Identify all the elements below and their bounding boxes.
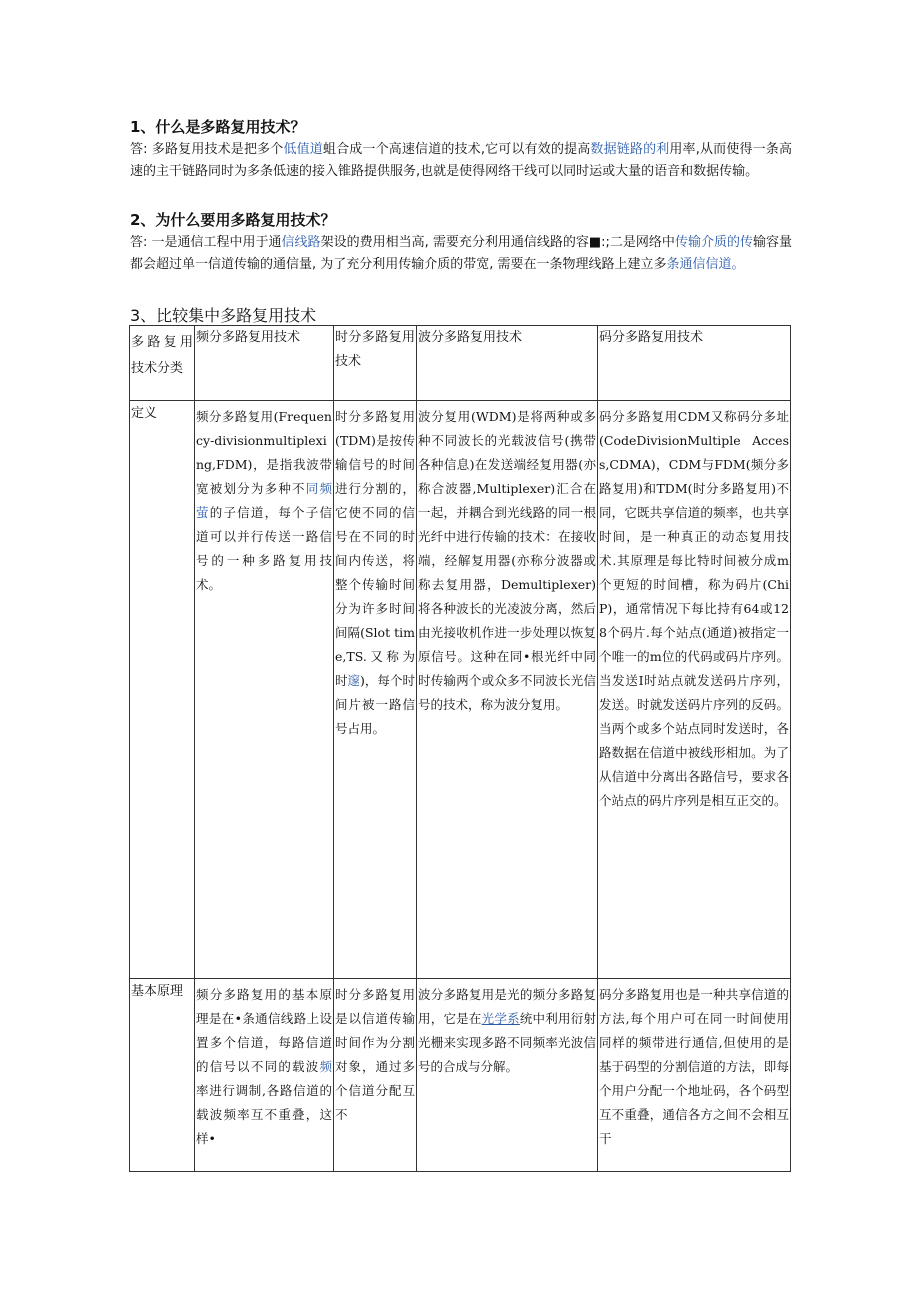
link-communication-line[interactable]: 信线路: [281, 235, 321, 250]
link-low-speed-channel[interactable]: 低值道: [283, 142, 323, 157]
answer-2: 答: 一是通信工程中用于通信线路架设的费用相当高, 需要充分利用通信线路的容■:;二是网络中传输介质的传输容量都会超过单一信道传输的通信量, 为了充分利用传输介质的带宽, 需要在一条物理线路上建立多条通信信道。: [130, 235, 792, 272]
header-fdm: 频分多路复用技术: [195, 326, 334, 401]
cell-definition-wdm: 波分复用(WDM)是将两种或多种不同波长的光载波信号(携带各种信息)在发送端经复用器(亦称合波器,Multiplexer)汇合在一起，并耦合到光线路的同一根光纤中进行传输的技术：在接收端，经解复用器(亦称分波器或称去复用器，Demultiplexer)将各种波长的光凌波分离，然后由光接收机作进一步处理以恢复原信号。这种在同•根光纤中同时传输两个或众多不同波长光信号的技术，称为波分复用。: [417, 401, 598, 979]
answer-1: 答: 多路复用技术是把多个低值道蛆合成一个高速信道的技术,它可以有效的提高数据链路的利用率,从而使得一条高速的主干链路同时为多条低速的接入锥路提供服务,也就是使得网络干线可以同时运或大量的语音和数据传输。: [130, 142, 792, 179]
header-wdm: 波分多路复用技术: [417, 326, 598, 401]
header-cdm: 码分多路复用技术: [598, 326, 791, 401]
row-label-definition: 定义: [130, 401, 195, 979]
table-row-definition: [130, 401, 791, 979]
cell-definition-tdm: 时分多路复用(TDM)是按传输信号的时间进行分割的，它使不同的信号在不同的时间内传送，将整个传输时间分为许多时间间隔(Slot time,TS.又称为时邃)，每个时间片被一路信号占用。: [334, 401, 417, 979]
cell-principle-tdm: 时分多路复用是以信道传输时间作为分割对象，通过多个信道分配互不: [334, 979, 417, 1172]
link-transmission-medium[interactable]: 传输介质的传: [674, 235, 753, 250]
comparison-table: [129, 325, 791, 1172]
table-row-principle: [130, 979, 791, 1172]
link-optical-system[interactable]: 光学系: [481, 1011, 520, 1026]
link-same-frequency-band[interactable]: 同频萤: [196, 481, 332, 520]
cell-principle-cdm: 码分多路复用也是一种共享信道的方法,每个用户可在同一时间使用同样的频带进行通信,但使用的是基于码型的分割信道的方法，即每个用户分配一个地址码，各个码型互不重叠，通信各方之间不会相互干: [598, 979, 791, 1172]
link-frequency[interactable]: 频: [319, 1059, 332, 1074]
cell-definition-cdm: 码分多路复用CDM又称码分多址(CodeDivisionMultiple Access,CDMA)，CDM与FDM(频分多路复用)和TDM(时分多路复用)不同，它既共享信道的频率，也共享时间，是一种真正的动态复用技术.其原理是每比特时间被分成m个更短的时间槽，称为码片(ChiP)，通常情况下每比持有64或128个码片.每个站点(通道)被指定一个唯一的m位的代码或码片序列。当发送I时站点就发送码片序列，发送。时就发送码片序列的反码。当两个或多个站点同时发送时，各路数据在信道中被线形相加。为了从信道中分离出各路信号，要求各个站点的码片序列是相互正交的。: [598, 401, 791, 979]
question-2-title: 2、为什么要用多路复用技术？: [130, 211, 336, 229]
question-1-title: 1、什么是多路复用技术？: [130, 118, 306, 136]
header-tdm: 时分多路复用技术: [334, 326, 417, 401]
header-category: 多路复用技术分类: [130, 326, 195, 401]
question-3-title: 3、比较集中多路复用技术: [130, 306, 317, 325]
cell-principle-wdm: 波分多路复用是光的频分多路复用，它是在光学系统中利用衍射光栅来实现多路不同频率光波信号的合成与分解。: [417, 979, 598, 1172]
link-time-gap[interactable]: 邃: [347, 673, 361, 688]
table-header-row: [130, 326, 791, 401]
cell-principle-fdm: 频分多路复用的基本原理是在•条通信线路上设置多个信道，每路信道的信号以不同的载波频率进行调制,各路信道的载波频率互不重叠，这样•: [195, 979, 334, 1172]
link-data-link[interactable]: 数据链路的利: [590, 142, 670, 157]
cell-definition-fdm: 频分多路复用(Frequency-divisionmultiplexing,FDM)，是指我波带宽被划分为多种不同频萤的子信道，每个子信道可以并行传送一路信号的一种多路复用技术。: [195, 401, 334, 979]
link-channel[interactable]: 条通信信道。: [666, 257, 745, 272]
row-label-principle: 基本原理: [130, 979, 195, 1172]
